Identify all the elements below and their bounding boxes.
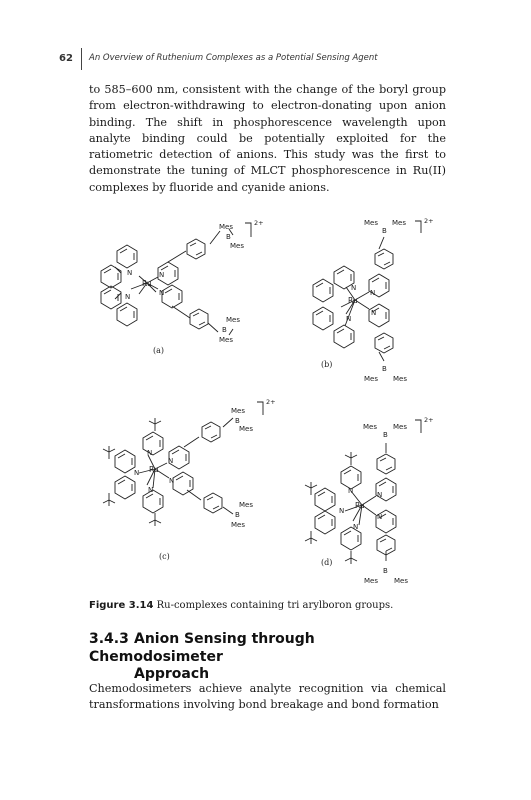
boron-label-c-1: B [235, 417, 240, 425]
mes-label-a-1: Mes [219, 223, 233, 231]
atom-label-a-1: N [127, 269, 133, 277]
atom-label-a-2: N [125, 293, 131, 301]
section-title-line2: Approach [134, 666, 210, 682]
structure-c [103, 398, 276, 561]
atom-label-d-1: N [348, 487, 354, 495]
structure-label-c: (c) [159, 552, 170, 561]
charge-label-a: 2+ [254, 219, 264, 227]
charge-label-b: 2+ [424, 217, 434, 225]
boron-label-d-2: B [383, 567, 388, 575]
atom-label-c-5: N [148, 486, 154, 494]
metal-label-a: Ru [142, 279, 152, 288]
figure-caption-text: Ru-complexes containing tri arylboron groups. [156, 600, 394, 611]
mes-label-a-2: Mes [230, 242, 244, 250]
boron-label-a-1: B [226, 233, 231, 241]
charge-label-c: 2+ [266, 398, 276, 406]
mes-label-d-1: Mes [363, 423, 377, 431]
mes-label-b-3: Mes [364, 375, 378, 383]
ru-complex-structures-drawing [89, 215, 449, 595]
atom-label-c-2: N [134, 469, 140, 477]
mes-label-c-4: Mes [231, 521, 245, 529]
section-heading [89, 631, 449, 684]
figure-caption [89, 600, 393, 611]
figure-caption-label: Figure 3.14 [89, 600, 154, 611]
mes-label-c-2: Mes [239, 425, 253, 433]
boron-label-d-1: B [383, 431, 388, 439]
structure-b [313, 217, 434, 383]
atom-label-d-3: N [377, 491, 383, 499]
atom-label-b-2: N [346, 315, 352, 323]
mes-label-b-2: Mes [392, 219, 406, 227]
atom-label-c-3: N [168, 457, 174, 465]
atom-label-b-1: N [351, 284, 357, 292]
mes-label-a-4: Mes [219, 336, 233, 344]
header-divider [81, 48, 82, 70]
metal-label-b: Ru [348, 296, 358, 305]
mes-label-a-3: Mes [226, 316, 240, 324]
atom-label-c-4: N [169, 477, 175, 485]
mes-label-b-1: Mes [364, 219, 378, 227]
charge-label-d: 2+ [424, 416, 434, 424]
structure-label-a: (a) [153, 346, 165, 355]
atom-label-c-1: N [147, 449, 153, 457]
mes-label-d-4: Mes [394, 577, 408, 585]
boron-label-c-2: B [235, 511, 240, 519]
metal-label-d: Ru [355, 501, 365, 510]
mes-label-d-3: Mes [364, 577, 378, 585]
running-title: An Overview of Ruthenium Complexes as a Potential Sensing Agent [89, 53, 378, 63]
page-number: 62 [59, 53, 73, 64]
body-paragraph-1: to 585–600 nm, consistent with the change of the boryl group from electron-withdrawing to electron-donating upon anion binding. The shift in phosphorescence wavelength upon analyte binding could be potentially exploited for the ratiometric detection of anions. This study was the first to demonstrate the tuning of MLCT phosphorescence in Ru(II) complexes by fluoride and cyanide anions. [89, 83, 446, 194]
figure-3-14 [89, 215, 449, 595]
section-number: 3.4.3 [89, 631, 129, 647]
running-header [59, 48, 459, 70]
atom-label-a-3: N [159, 271, 165, 279]
body-paragraph-2: Chemodosimeters achieve analyte recognition via chemical transformations involving bond breakage and bond formation [89, 682, 446, 712]
structure-d [305, 416, 434, 585]
atom-label-b-4: N [371, 309, 377, 317]
structure-label-b: (b) [321, 360, 333, 369]
metal-label-c: Ru [149, 465, 159, 474]
atom-label-d-4: N [377, 513, 383, 521]
mes-label-c-1: Mes [231, 407, 245, 415]
atom-label-b-3: N [370, 289, 376, 297]
atom-label-a-4: N [159, 289, 165, 297]
atom-label-d-5: N [353, 523, 359, 531]
section-title-line1: Anion Sensing through Chemodosimeter [89, 631, 315, 665]
structure-a [101, 219, 264, 355]
boron-label-a-2: B [222, 326, 227, 334]
structure-label-d: (d) [321, 558, 333, 567]
atom-label-d-2: N [339, 507, 345, 515]
mes-label-b-4: Mes [393, 375, 407, 383]
mes-label-d-2: Mes [393, 423, 407, 431]
mes-label-c-3: Mes [239, 501, 253, 509]
boron-label-b-1: B [382, 227, 387, 235]
boron-label-b-2: B [382, 365, 387, 373]
